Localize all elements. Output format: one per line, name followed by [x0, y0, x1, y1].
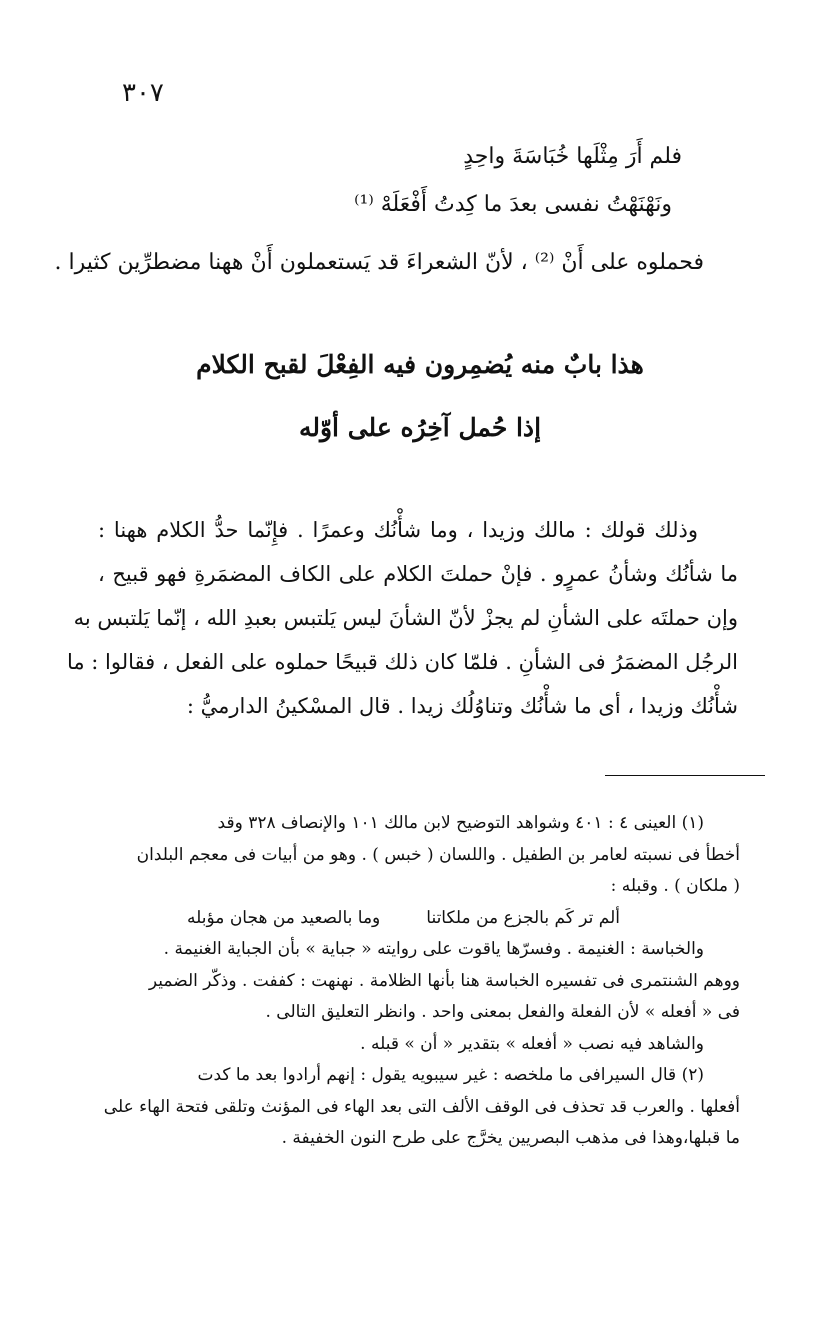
- chapter-heading-line-1: هذا بابٌ منه يُضمِرون فيه الفِعْلَ لقبح الكلام: [196, 350, 644, 379]
- footnote-1-line: والشاهد فيه نصب « أفعله » بتقدير « أن » قبله .: [360, 1033, 704, 1054]
- body-line: شأْنُك وزيدا ، أى ما شأْنُك وتناوُلُك زيدا . قال المسْكينُ الدارميُّ :: [186, 694, 738, 718]
- body-line: وذلك قولك : مالك وزيدا ، وما شأْنُك وعمرًا . فإِنّما حدُّ الكلام ههنا :: [98, 518, 698, 542]
- footnote-poem: [95, 903, 740, 935]
- footnote-1-line: فى « أفعله » لأن الفعلة والفعل بمعنى واحد . وانظر التعليق التالى .: [265, 1002, 740, 1022]
- body-paragraph: [66, 508, 738, 728]
- page-number: ٣٠٧: [122, 78, 164, 108]
- poem-hemistich-2: وما بالصعيد من هجان مؤبله: [187, 907, 381, 928]
- footnote-2-line: ما قبلها،وهذا فى مذهب البصريين يخرَّج على طرح النون الخفيفة .: [281, 1128, 740, 1148]
- verse-line-1: فلم أَرَ مِثْلَها خُبَاسَةَ واحِدٍ: [463, 144, 682, 169]
- footnote-2-line: (٢) قال السيرافى ما ملخصه : غير سيبويه يقول : إنهم أرادوا بعد ما كدت: [197, 1065, 704, 1085]
- verse-line-2: ونَهْنَهْتُ نفسى بعدَ ما كِدتُ أَفْعَلَهْ ⁽¹⁾: [354, 192, 672, 217]
- footnote-1-line: ووهم الشنتمرى فى تفسيره الخباسة هنا بأنها الظلامة . نهنهت : كففت . وذكّر الضمير: [148, 970, 740, 991]
- footnotes: [95, 808, 740, 1155]
- body-line: وإن حملتَه على الشأنِ لم يجزْ لأنّ الشأنَ ليس يَلتبس بعبدِ الله ، إنّما يَلتبس به: [73, 606, 738, 630]
- body-line: ما شأنُك وشأنُ عمرٍو . فإنْ حملتَ الكلام على الكاف المضمَرةِ فهو قبيح ،: [98, 562, 738, 586]
- body-line: الرجُل المضمَرُ فى الشأنِ . فلمّا كان ذلك قبيحًا حملوه على الفعل ، فقالوا : ما: [66, 650, 738, 674]
- verse-commentary: فحملوه على أَنْ ⁽²⁾ ، لأنّ الشعراءَ قد يَستعملون أَنْ ههنا مضطرِّين كثيرا .: [54, 250, 704, 275]
- footnote-1-line: (١) العينى ٤ : ٤٠١ وشواهد التوضيح لابن مالك ١٠١ والإنصاف ٣٢٨ وقد: [217, 813, 704, 833]
- poem-hemistich-1: ألم تر كَم بالجزع من ملكاتنا: [426, 907, 620, 928]
- footnote-1-line: أخطأ فى نسبته لعامر بن الطفيل . واللسان ( خبس ) . وهو من أبيات فى معجم البلدان: [136, 844, 740, 865]
- chapter-heading-line-2: إذا حُمل آخِرُه على أوّله: [298, 413, 542, 442]
- footnote-separator: [605, 775, 765, 776]
- footnote-1-line: ( ملكان ) . وقبله :: [610, 876, 740, 896]
- footnote-1-line: والخباسة : الغنيمة . وفسرّها ياقوت على روايته « جباية » بأن الجباية الغنيمة .: [163, 939, 704, 959]
- footnote-2-line: أفعلها . والعرب قد تحذف فى الوقف الألف التى بعد الهاء فى المؤنث وتلقى فتحة الهاء على: [103, 1096, 740, 1117]
